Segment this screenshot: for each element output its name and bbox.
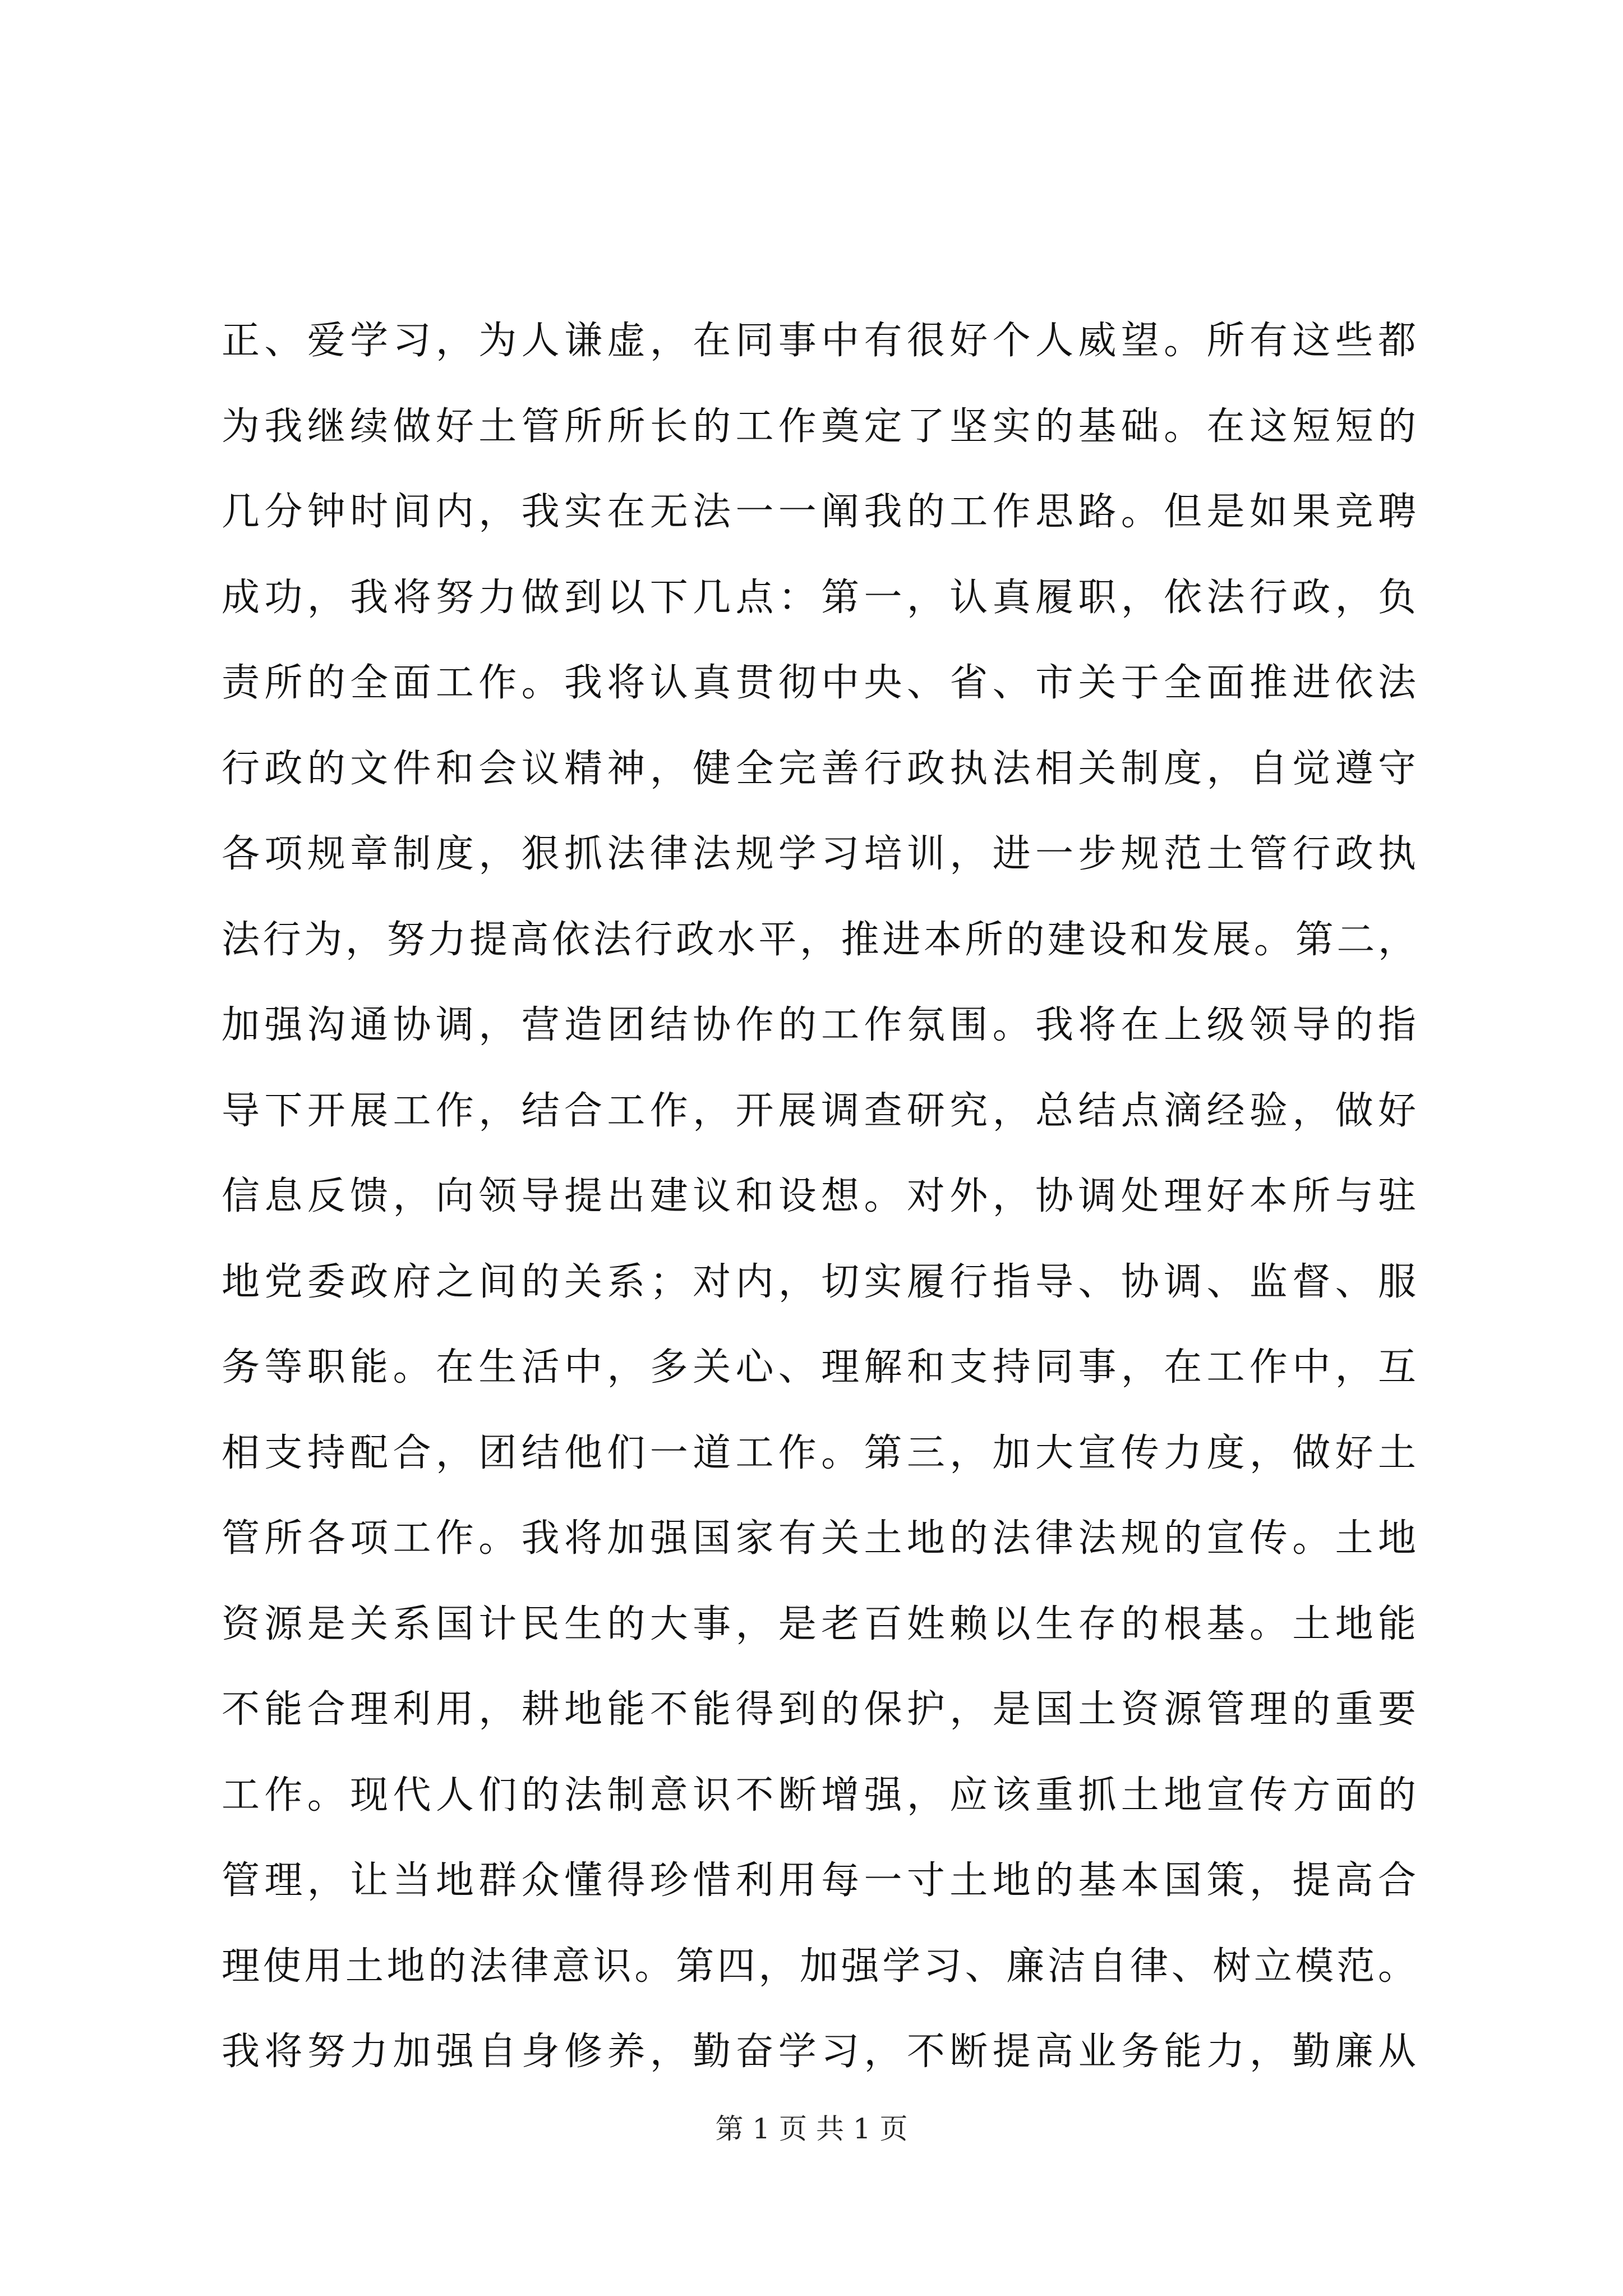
text-line: 各项规章制度，狠抓法律法规学习培训，进一步规范土管行政执 [222,832,1416,876]
text-line: 管所各项工作。我将加强国家有关土地的法律法规的宣传。土地 [222,1516,1416,1561]
text-line: 相支持配合，团结他们一道工作。第三，加大宣传力度，做好土 [222,1430,1416,1475]
text-line: 管理，让当地群众懂得珍惜利用每一寸土地的基本国策，提高合 [222,1858,1416,1903]
text-line: 务等职能。在生活中，多关心、理解和支持同事，在工作中，互 [222,1345,1416,1389]
text-line: 加强沟通协调，营造团结协作的工作氛围。我将在上级领导的指 [222,1003,1416,1047]
text-line: 为我继续做好土管所所长的工作奠定了坚实的基础。在这短短的 [222,404,1416,449]
text-line: 法行为，努力提高依法行政水平，推进本所的建设和发展。第二， [222,917,1416,962]
text-line: 信息反馈，向领导提出建议和设想。对外，协调处理好本所与驻 [222,1174,1416,1218]
text-line: 正、爱学习，为人谦虚，在同事中有很好个人威望。所有这些都 [222,319,1416,363]
text-line: 几分钟时间内，我实在无法一一阐我的工作思路。但是如果竞聘 [222,490,1416,534]
text-line: 我将努力加强自身修养，勤奋学习，不断提高业务能力，勤廉从 [222,2030,1416,2074]
page-footer: 第 1 页 共 1 页 [715,2113,908,2145]
text-line: 资源是关系国计民生的大事，是老百姓赖以生存的根基。土地能 [222,1602,1416,1646]
body-text [222,298,1416,2095]
text-line: 地党委政府之间的关系；对内，切实履行指导、协调、监督、服 [222,1259,1416,1304]
text-line: 理使用土地的法律意识。第四，加强学习、廉洁自律、树立模范。 [222,1944,1416,1989]
text-line: 成功，我将努力做到以下几点：第一，认真履职，依法行政，负 [222,575,1416,620]
text-line: 责所的全面工作。我将认真贯彻中央、省、市关于全面推进依法 [222,661,1416,705]
text-line: 导下开展工作，结合工作，开展调查研究，总结点滴经验，做好 [222,1088,1416,1133]
text-line: 不能合理利用，耕地能不能得到的保护，是国土资源管理的重要 [222,1687,1416,1732]
text-line: 行政的文件和会议精神，健全完善行政执法相关制度，自觉遵守 [222,746,1416,791]
text-line: 工作。现代人们的法制意识不断增强，应该重抓土地宣传方面的 [222,1773,1416,1818]
